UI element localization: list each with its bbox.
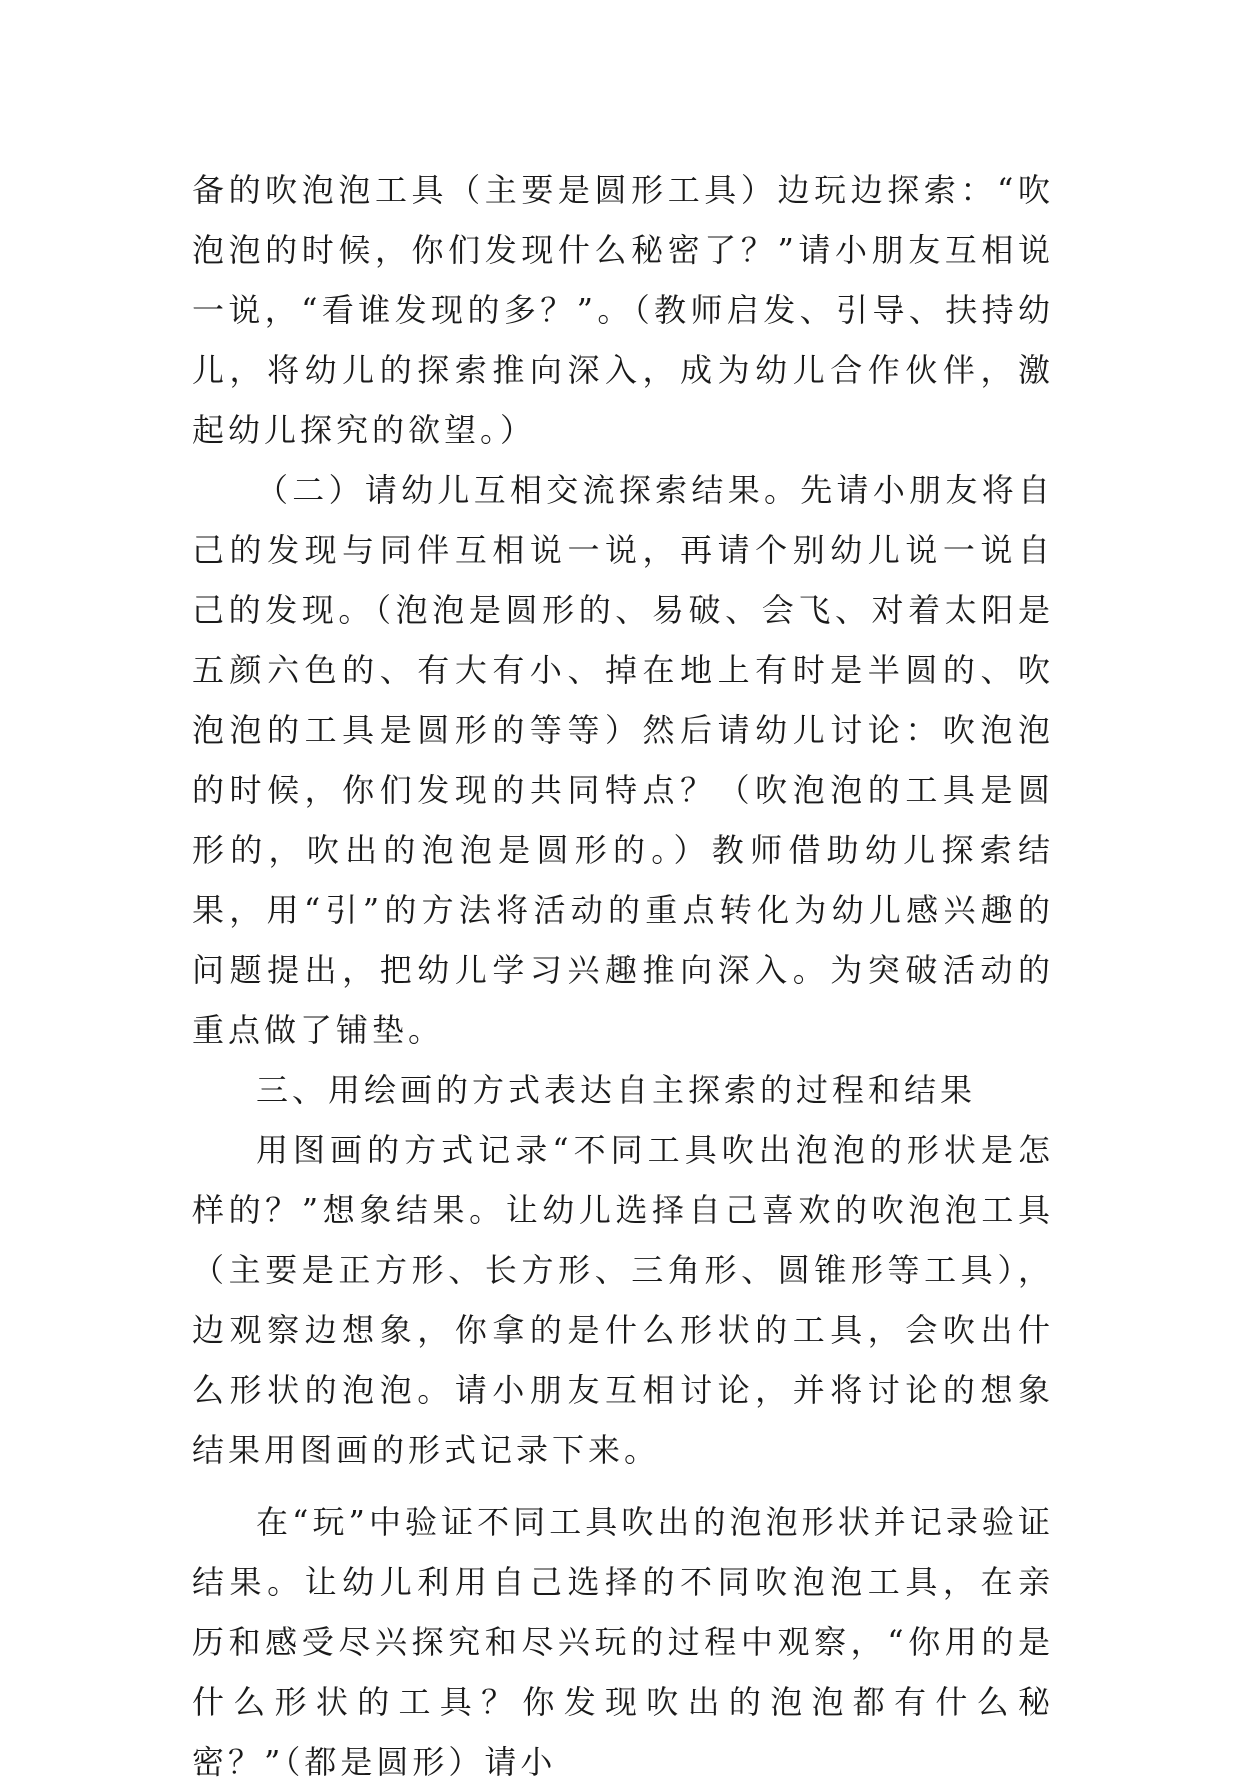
paragraph-2: （二）请幼儿互相交流探索结果。先请小朋友将自己的发现与同伴互相说一说，再请个别幼儿说一说自己的发现。（泡泡是圆形的、易破、会飞、对着太阳是五颜六色的、有大有小、掉在地上有时是半圆的、吹泡泡的工具是圆形的等等）然后请幼儿讨论：吹泡泡的时候，你们发现的共同特点？（吹泡泡的工具是圆形的，吹出的泡泡是圆形的。）教师借助幼儿探索结果，用“引”的方法将活动的重点转化为幼儿感兴趣的问题提出，把幼儿学习兴趣推向深入。为突破活动的重点做了铺垫。 [192, 471, 1054, 1049]
paragraph-1: 备的吹泡泡工具（主要是圆形工具）边玩边探索：“吹泡泡的时候，你们发现什么秘密了？”请小朋友互相说一说，“看谁发现的多？”。（教师启发、引导、扶持幼儿，将幼儿的探索推向深入，成为幼儿合作伙伴，激起幼儿探究的欲望。） [192, 171, 1054, 449]
paragraph-4: 在“玩”中验证不同工具吹出的泡泡形状并记录验证结果。让幼儿利用自己选择的不同吹泡泡工具，在亲历和感受尽兴探究和尽兴玩的过程中观察，“你用的是什么形状的工具？你发现吹出的泡泡都有什么秘密？”（都是圆形）请小 [192, 1503, 1054, 1781]
paragraph-3: 用图画的方式记录“不同工具吹出泡泡的形状是怎样的？”想象结果。让幼儿选择自己喜欢的吹泡泡工具（主要是正方形、长方形、三角形、圆锥形等工具），边观察边想象，你拿的是什么形状的工具，会吹出什么形状的泡泡。请小朋友互相讨论，并将讨论的想象结果用图画的形式记录下来。 [192, 1131, 1054, 1469]
section-heading: 三、用绘画的方式表达自主探索的过程和结果 [256, 1071, 977, 1109]
document-body [192, 160, 1054, 1792]
